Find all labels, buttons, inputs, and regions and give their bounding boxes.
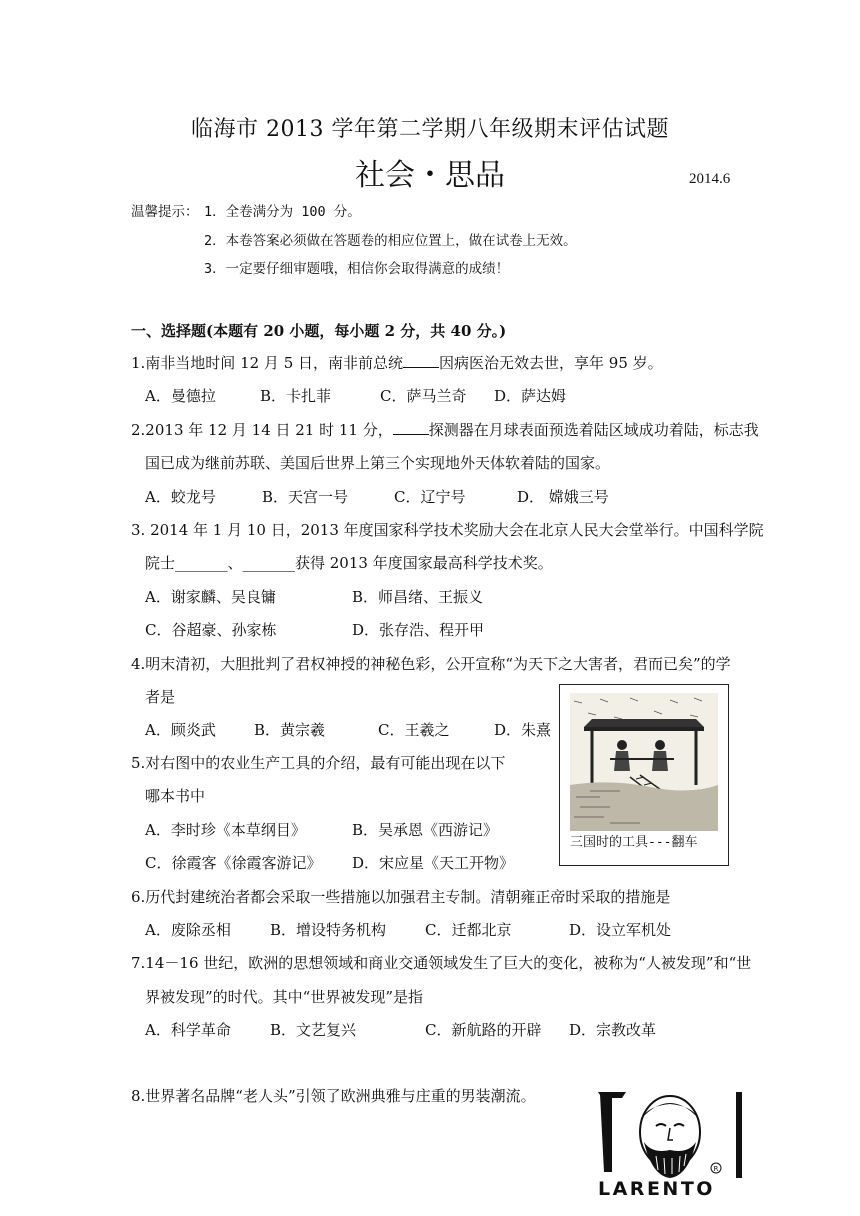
- question-7-option-b: B．文艺复兴: [270, 1021, 357, 1039]
- question-6-stem: 6.历代封建统治者都会采取一些措施以加强君主专制。清朝雍正帝时采取的措施是: [131, 888, 671, 906]
- larento-logo: [598, 1092, 746, 1210]
- section-heading: 一、选择题(本题有 20 小题，每小题 2 分，共 40 分。): [131, 322, 507, 340]
- question-5-option-c: C．徐霞客《徐霞客游记》: [145, 854, 322, 872]
- exam-date: 2014.6: [689, 171, 731, 187]
- tip-item: 2．本卷答案必须做在答题卷的相应位置上，做在试卷上无效。: [204, 233, 577, 249]
- question-1-option-c: C．萨马兰奇: [380, 387, 467, 405]
- question-3-stem: 3. 2014 年 1 月 10 日，2013 年度国家科学技术奖励大会在北京人民大会堂举行。中国科学院: [131, 521, 764, 539]
- question-2-option-b: B．天宫一号: [262, 488, 349, 506]
- tip-item: 1．全卷满分为 100 分。: [204, 204, 361, 220]
- question-6-option-c: C．迁都北京: [425, 921, 512, 939]
- question-1-option-b: B．卡扎菲: [260, 387, 332, 405]
- brand-logo-text: LARENTO: [598, 1178, 715, 1200]
- svg-text:R: R: [713, 1165, 719, 1173]
- question-1-option-d: D．萨达姆: [494, 387, 567, 405]
- old-man-head-icon: [598, 1092, 746, 1178]
- question-7-option-c: C．新航路的开辟: [425, 1021, 542, 1039]
- question-1-stem-part: 1.南非当地时间 12 月 5 日，南非前总统: [131, 354, 404, 372]
- question-3-option-a: A．谢家麟、吴良镛: [145, 588, 276, 606]
- question-2-stem-cont: 国已成为继前苏联、美国后世界上第三个实现地外天体软着陆的国家。: [145, 454, 611, 472]
- figure-caption: 三国时的工具---翻车: [570, 835, 698, 850]
- question-6-option-a: A．废除丞相: [145, 921, 231, 939]
- question-7-stem-cont: 界被发现”的时代。其中“世界被发现”是指: [145, 988, 424, 1006]
- question-2-option-a: A．蛟龙号: [145, 488, 216, 506]
- answer-blank: [403, 353, 439, 368]
- question-4-option-b: B．黄宗羲: [254, 721, 326, 739]
- waterwheel-figure: [559, 684, 729, 866]
- question-5-option-d: D．宋应星《天工开物》: [352, 854, 515, 872]
- answer-blank: [393, 420, 429, 435]
- question-6-option-d: D．设立军机处: [569, 921, 672, 939]
- question-1-stem: [131, 352, 663, 373]
- question-7-option-d: D．宗教改革: [569, 1021, 657, 1039]
- question-7-option-a: A．科学革命: [145, 1021, 231, 1039]
- question-5-option-a: A．李时珍《本草纲目》: [145, 821, 306, 839]
- question-4-stem-cont: 者是: [145, 688, 176, 706]
- exam-subject: 社会・思品: [355, 158, 505, 193]
- exam-title: 临海市 2013 学年第二学期八年级期末评估试题: [191, 117, 669, 142]
- question-1-stem-part: 因病医治无效去世，享年 95 岁。: [439, 354, 663, 372]
- question-2-stem: [131, 419, 759, 440]
- question-4-option-a: A．顾炎武: [145, 721, 216, 739]
- question-4-stem: 4.明末清初，大胆批判了君权神授的神秘色彩，公开宣称“为天下之大害者，君而已矣”的学: [131, 655, 731, 673]
- question-7-stem: 7.14－16 世纪，欧洲的思想领域和商业交通领域发生了巨大的变化，被称为“人被发现”和“世: [131, 954, 752, 972]
- question-6-option-b: B．增设特务机构: [270, 921, 387, 939]
- tip-item: 3．一定要仔细审题哦，相信你会取得满意的成绩！: [204, 261, 510, 277]
- tips-label: 温馨提示：: [131, 204, 199, 220]
- question-8-stem: 8.世界著名品牌“老人头”引领了欧洲典雅与庄重的男装潮流。: [131, 1087, 536, 1105]
- waterwheel-illustration: [570, 693, 718, 831]
- question-5-stem-cont: 哪本书中: [145, 787, 206, 805]
- question-4-option-d: D．朱熹: [494, 721, 552, 739]
- question-3-option-b: B．师昌绪、王振义: [352, 588, 484, 606]
- question-2-stem-part: 2.2013 年 12 月 14 日 21 时 11 分，: [131, 421, 393, 439]
- question-2-stem-part: 探测器在月球表面预选着陆区域成功着陆，标志我: [428, 421, 759, 439]
- question-3-stem-cont: 院士_______、_______获得 2013 年度国家最高科学技术奖。: [145, 554, 553, 572]
- question-4-option-c: C．王羲之: [378, 721, 450, 739]
- question-1-option-a: A．曼德拉: [145, 387, 216, 405]
- question-5-stem: 5.对右图中的农业生产工具的介绍，最有可能出现在以下: [131, 754, 506, 772]
- question-2-option-c: C．辽宁号: [394, 488, 466, 506]
- question-5-option-b: B．吴承恩《西游记》: [352, 821, 499, 839]
- question-2-option-d: D． 嫦娥三号: [517, 488, 609, 506]
- question-3-option-c: C．谷超豪、孙家栋: [145, 621, 277, 639]
- question-3-option-d: D．张存浩、程开甲: [352, 621, 485, 639]
